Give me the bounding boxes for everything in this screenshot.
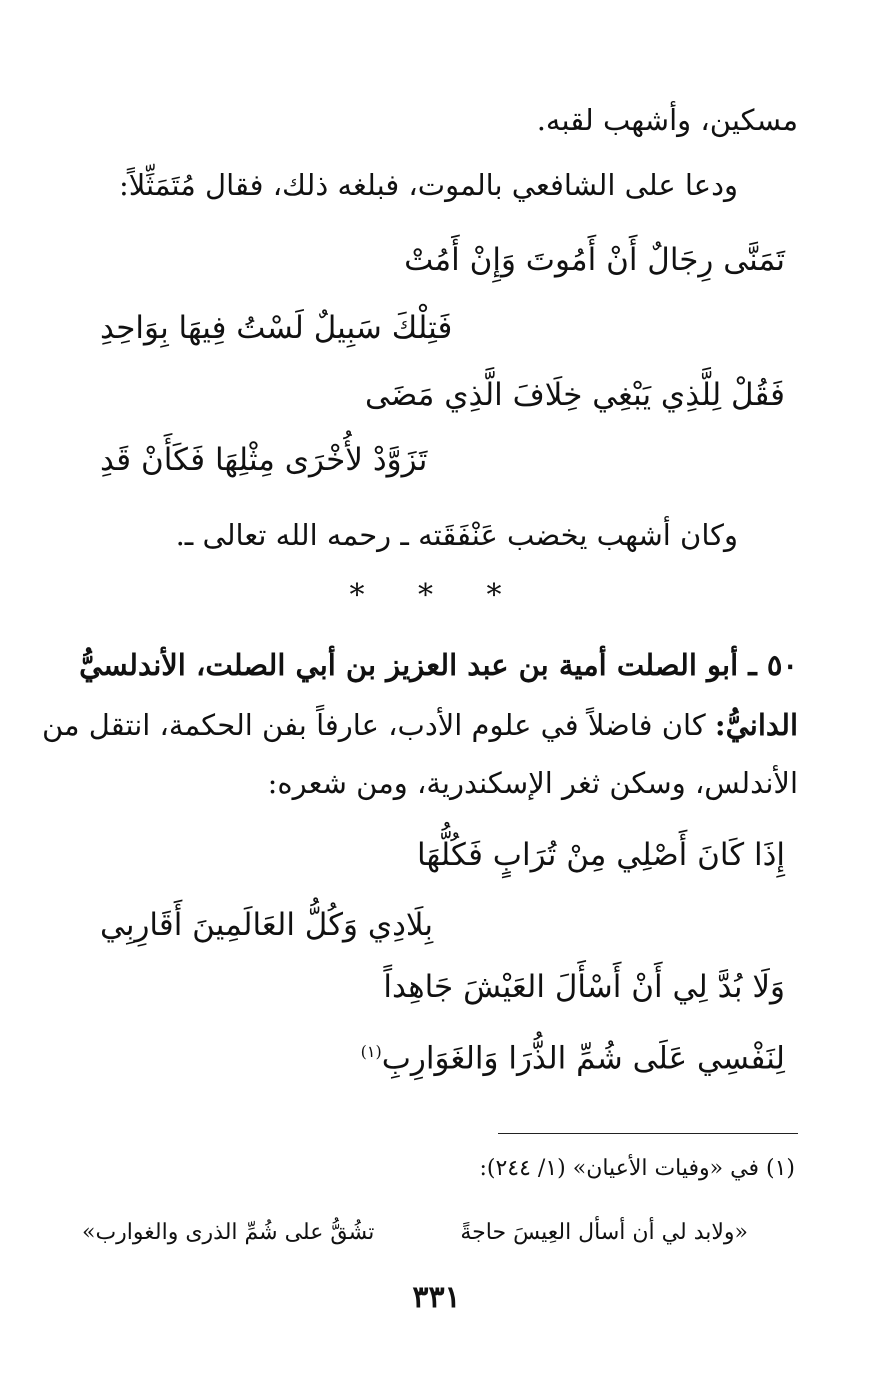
footnote-line bbox=[479, 1153, 795, 1185]
footnote-source: في «وفيات الأعيان» (١/ ٢٤٤): bbox=[479, 1156, 759, 1181]
footnote-verse-second: تشُقُّ على شُمِّ الذرى والغوارب» bbox=[82, 1220, 375, 1245]
verse-hemistich: تَمَنَّى رِجَالٌ أَنْ أَمُوتَ وَإِنْ أَمُتْ bbox=[404, 242, 785, 278]
footnote-rule bbox=[498, 1133, 798, 1134]
footnote-marker: (١) bbox=[360, 1042, 382, 1061]
verse-hemistich: فَقُلْ لِلَّذِي يَبْغِي خِلَافَ الَّذِي مَضَى bbox=[365, 377, 785, 413]
section-separator: * * * bbox=[349, 578, 524, 613]
page-number: ٣٣١ bbox=[412, 1280, 461, 1315]
entry-name-continuation: الدانيُّ: bbox=[714, 708, 798, 742]
entry-heading: ٥٠ ـ أبو الصلت أمية بن عبد العزيز بن أبي الصلت، الأندلسيُّ bbox=[79, 648, 798, 682]
verse-hemistich: فَتِلْكَ سَبِيلٌ لَسْتُ فِيهَا بِوَاحِدِ bbox=[100, 310, 453, 346]
text-line: وكان أشهب يخضب عَنْفَقَته ـ رحمه الله تعالى ـ. bbox=[175, 518, 738, 552]
text-line: ودعا على الشافعي بالموت، فبلغه ذلك، فقال مُتَمَثِّلاً: bbox=[118, 168, 738, 202]
verse-text: لِنَفْسِي عَلَى شُمِّ الذُّرَا وَالغَوَارِبِ bbox=[381, 1040, 785, 1077]
verse-hemistich: وَلَا بُدَّ لِي أَنْ أَسْأَلَ العَيْشَ جَاهِداً bbox=[383, 969, 785, 1005]
text-line: مسكين، وأشهب لقبه. bbox=[536, 103, 798, 137]
footnote-ref: (١) bbox=[765, 1156, 795, 1181]
footnote-verse-first: «ولابد لي أن أسأل العِيسَ حاجةً bbox=[460, 1220, 748, 1245]
text-line: الأندلس، وسكن ثغر الإسكندرية، ومن شعره: bbox=[267, 766, 798, 800]
verse-hemistich bbox=[361, 1032, 785, 1078]
verse-hemistich: إِذَا كَانَ أَصْلِي مِنْ تُرَابٍ فَكُلُّهَا bbox=[417, 837, 785, 873]
text-line bbox=[42, 705, 798, 745]
verse-hemistich: بِلَادِي وَكُلُّ العَالَمِينَ أَقَارِبِي bbox=[100, 907, 434, 943]
verse-hemistich: تَزَوَّدْ لأُخْرَى مِثْلِهَا فَكَأَنْ قَدِ bbox=[100, 442, 428, 478]
entry-text: كان فاضلاً في علوم الأدب، عارفاً بفن الحكمة، انتقل من bbox=[41, 708, 706, 742]
